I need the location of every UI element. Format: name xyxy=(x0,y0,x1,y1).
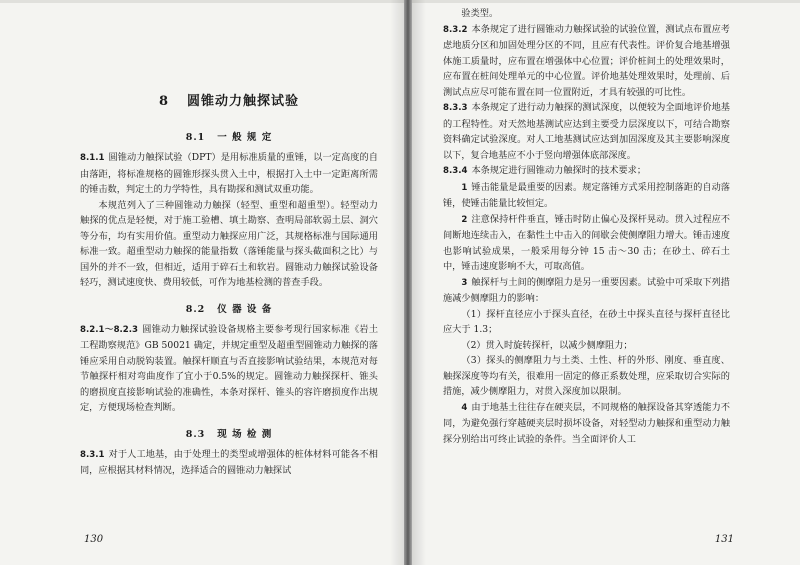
item-text: 由于地基土往往存在硬夹层，不同规格的触探设备其穿透能力不同，为避免强行穿越硬夹层时损坏设备，对轻型动力触探和重型动力触探分别给出可终止试验的条件。当全面评价人工 xyxy=(443,401,730,445)
sub-item-3: （3）探头的侧摩阻力与土类、土性、杆的外形、刚度、垂直度、触探深度等均有关，很难用一固定的修正系数处理，应采取切合实际的措施，减少侧摩阻力，对贯入深度加以限制。 xyxy=(443,355,730,397)
paragraph-8-1-1 xyxy=(80,150,378,198)
paragraph-text: 本条规定了进行圆锥动力触探试验的试验位置，测试点布置应考虑地质分区和加固处理分区的不同，且应有代表性。评价复合地基增强体施工质量时，应布置在增强体中心位置；评价桩间土的处理效果时，应布置在桩间处理单元的中心位置。评价地基处理效果时，处理前、后测试点应尽可能布置在同一位置附近，才具有较强的可比性。 xyxy=(443,23,730,98)
clause-number: 8.3.2 xyxy=(443,24,468,35)
item-text: 锤击能量是最重要的因素。规定落锤方式采用控制落距的自动落锤，使锤击能量比较恒定。 xyxy=(443,181,730,209)
page-shadow xyxy=(390,0,404,565)
list-item-2 xyxy=(443,212,730,275)
sub-item-2: （2）贯入时旋转探杆，以减少侧摩阻力； xyxy=(461,339,633,351)
paragraph-8-3-2 xyxy=(443,22,730,101)
section-heading-8-2 xyxy=(80,301,378,315)
section-title: 一 般 规 定 xyxy=(217,132,273,143)
page-number: 131 xyxy=(714,534,734,545)
paragraph-8-1-1-b: 本规范列入了三种圆锥动力触探（轻型、重型和超重型）。轻型动力触探的优点是轻便，对于施工验槽、填土勘察、查明局部软弱土层、洞穴等分布，均有实用价值。重型动力触探应用广泛，其规格标准与国际通用标准一致。超重型动力触探的能量指数（落锤能量与探头截面积之比）与国外的并不一致，但相近，适用于碎石土和软岩。圆锥动力触探试验设备轻巧，测试速度快、费用较低，可作为地基检测的普查手段。 xyxy=(80,199,378,288)
section-number: 8.3 xyxy=(185,428,206,440)
paragraph-text: 圆锥动力触探试验（DPT）是用标准质量的重锤，以一定高度的自由落距，将标准规格的圆锥形探头贯入土中，根据打入土中一定距离所需的锤击数，判定土的力学特性，具有勘探和测试双重功能。 xyxy=(80,152,378,195)
page-number: 130 xyxy=(84,534,104,545)
list-item-4 xyxy=(443,400,730,448)
section-title: 仪 器 设 备 xyxy=(217,303,273,315)
item-number: 1 xyxy=(461,182,468,193)
item-number: 2 xyxy=(461,214,468,225)
paragraph-continued: 验类型。 xyxy=(461,8,499,19)
item-number: 4 xyxy=(461,402,468,413)
sub-item-1: （1）探杆直径应小于探头直径，在砂土中探头直径与探杆直径比应大于 1.3； xyxy=(443,308,730,335)
item-number: 3 xyxy=(461,277,468,288)
chapter-title xyxy=(80,90,378,109)
list-item-1 xyxy=(443,180,730,212)
page-edge xyxy=(0,0,404,3)
section-heading-8-1 xyxy=(80,129,378,143)
paragraph-8-2-1 xyxy=(80,322,378,416)
book-gutter xyxy=(404,0,412,565)
paragraph-8-3-3 xyxy=(443,100,730,163)
item-text: 注意保持杆件垂直，锤击时防止偏心及探杆晃动。贯入过程应不间断地连续击入，在黏性土中击入的间歇会使侧摩阻力增大。锤击速度也影响试验成果，一般采用每分钟 15 击～30 击；在砂土、碎石土中，锤击速度影响不大，可取高值。 xyxy=(443,213,730,272)
paragraph-text: 对于人工地基，由于处理土的类型或增强体的桩体材料可能各不相同，应根据其材料情况，选择适合的圆锥动力触探试 xyxy=(80,448,378,476)
section-heading-8-3 xyxy=(80,426,378,440)
chapter-number: 8 xyxy=(158,94,170,109)
paragraph-8-3-1 xyxy=(80,447,378,479)
paragraph-text: 本条规定进行圆锥动力触探时的技术要求； xyxy=(471,165,647,176)
paragraph-8-3-4 xyxy=(443,163,730,180)
chapter-title-text: 圆锥动力触探试验 xyxy=(187,94,300,109)
paragraph-text: 本条规定了进行动力触探的测试深度，以便较为全面地评价地基的工程特性。对天然地基测试应达到主要受力层深度以下，可结合勘察资料确定试验深度。对人工地基测试应达到加固深度及其主要影响深度以下，复合地基应不小于竖向增强体底部深度。 xyxy=(443,102,730,161)
clause-number: 8.2.1～8.2.3 xyxy=(80,324,139,335)
clause-number: 8.3.1 xyxy=(80,449,105,460)
list-item-3 xyxy=(443,275,730,307)
right-page xyxy=(412,0,800,565)
clause-number: 8.1.1 xyxy=(80,153,105,163)
section-number: 8.1 xyxy=(185,132,206,143)
clause-number: 8.3.3 xyxy=(443,103,468,113)
paragraph-text: 圆锥动力触探试验设备规格主要参考现行国家标准《岩土工程勘察规范》GB 50021 确定，并规定重型及超重型圆锥动力触探的落锤应采用自动脱钩装置。触探杆顺直与否直接影响试验结果，本规范对每节触探杆相对弯曲度作了宜小于0.5%的规定。圆锥动力触探探杆、锥头的磨损度直接影响试验的准确性，本条对探杆、锥头的容许磨损度作出规定，方便现场检查判断。 xyxy=(80,323,379,413)
page-shadow xyxy=(412,0,426,565)
section-title: 现 场 检 测 xyxy=(217,428,273,440)
clause-number: 8.3.4 xyxy=(443,166,468,176)
item-text: 触探杆与土间的侧摩阻力是另一重要因素。试验中可采取下列措施减少侧摩阻力的影响： xyxy=(443,276,730,304)
section-number: 8.2 xyxy=(185,303,206,315)
page-edge xyxy=(412,0,800,3)
